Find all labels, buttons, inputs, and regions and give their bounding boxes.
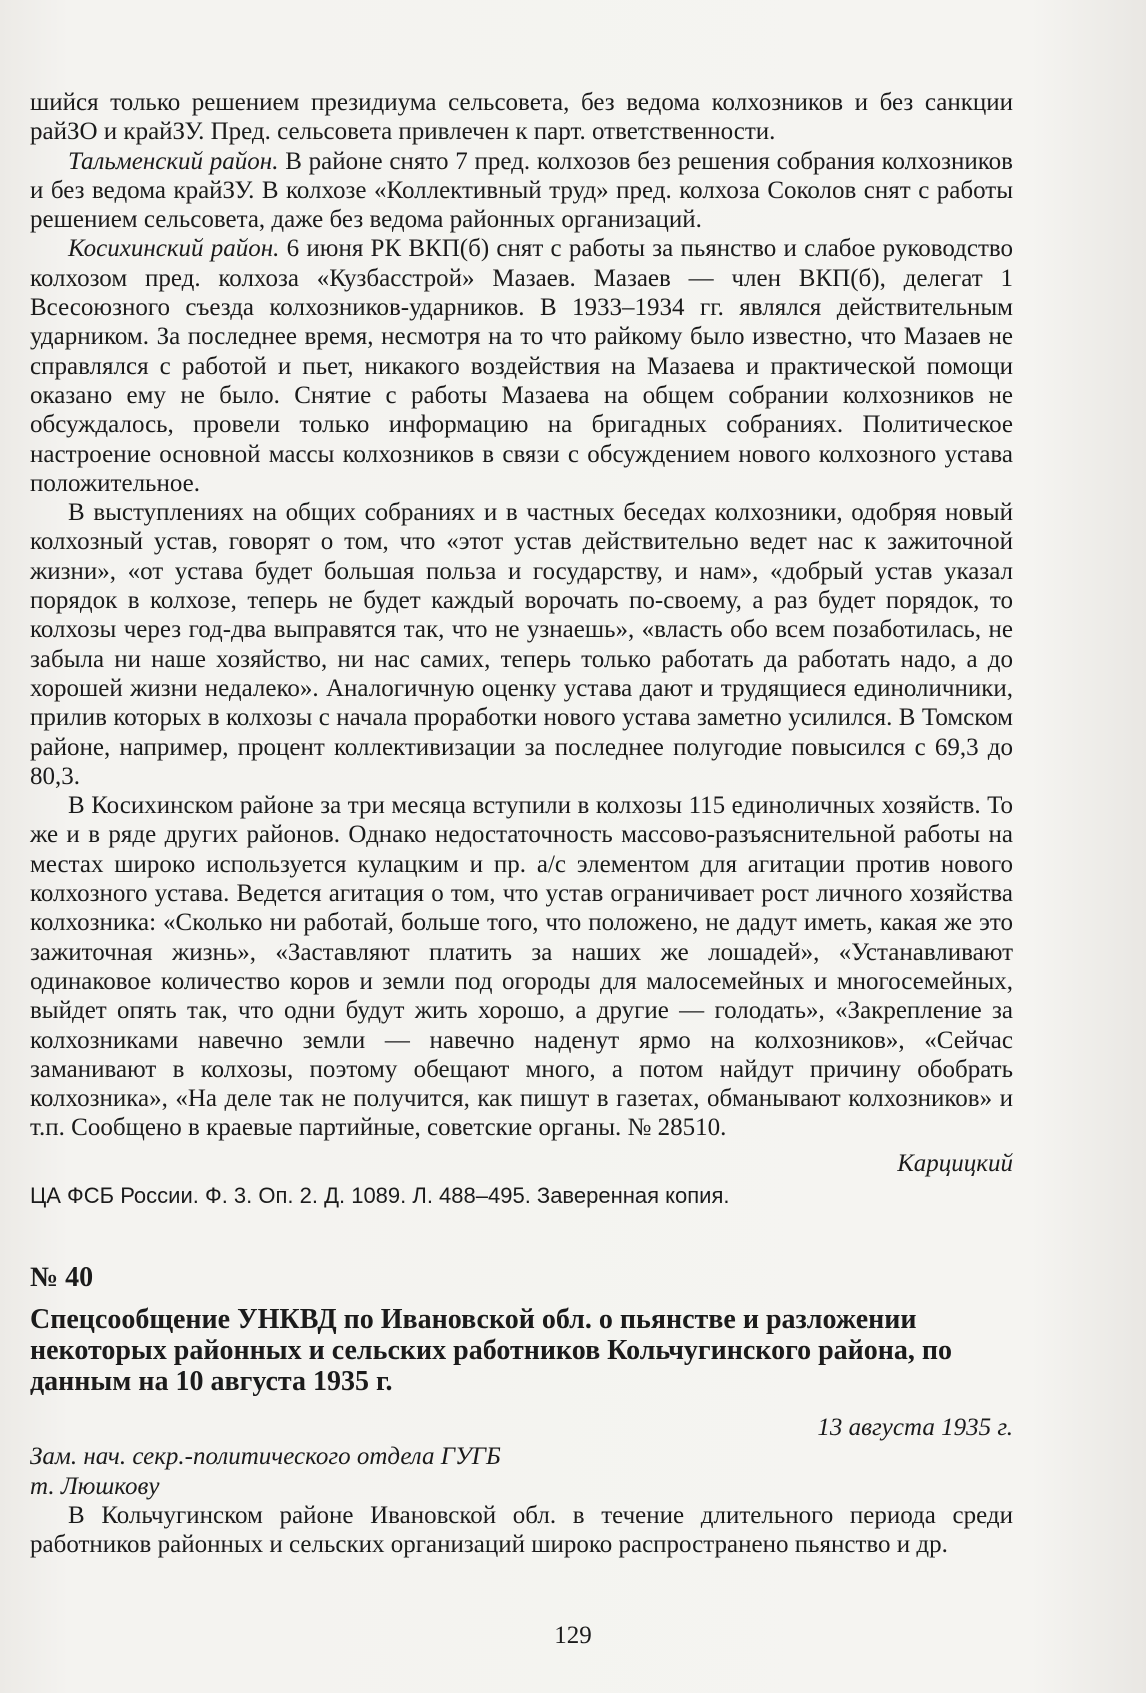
paragraph-text: В районе снято 7 пред. колхозов без решения собрания колхозников и без ведома крайЗУ. В колхозе «Коллективный труд» пред. колхоза Соколов снят с работы решением сельсовета, даже без ведома районных организаций. [30,147,1013,234]
paragraph-text: 6 июня РК ВКП(б) снят с работы за пьянство и слабое руководство колхозом пред. колхоза «Кузбасстрой» Мазаев. Мазаев — член ВКП(б), делегат 1 Всесоюзного съезда колхозников-ударников. В 1933–1934 гг. являлся действительным ударником. За последнее время, несмотря на то что райкому было известно, что Мазаев не справлялся с работой и пьет, никакого воздействия на Мазаева и практической помощи оказано ему не было. Снятие с работы Мазаева на общем собрании колхозников не обсуждалось, провели только информацию на бригадных собраниях. Политическое настроение основной массы колхозников в связи с обсуждением нового колхозного устава положительное. [30,235,1013,497]
closing-paragraph: В Кольчугинском районе Ивановской обл. в течение длительного периода среди работников районных и сельских организаций широко распространено пьянство и др. [30,1501,1013,1559]
archive-reference: ЦА ФСБ России. Ф. 3. Оп. 2. Д. 1089. Л. 488–495. Заверенная копия. [30,1182,730,1208]
paragraph-kosikhinsky [30,234,1013,498]
document-number: № 40 [30,1261,94,1293]
document-date: 13 августа 1935 г. [817,1413,1013,1441]
paragraph-continuation: шийся только решением президиума сельсовета, без ведома колхозников и без санкции райЗО и крайЗУ. Пред. сельсовета привлечен к парт. ответственности. [30,89,1013,146]
document-body [30,88,1013,1559]
paragraph-statements: В выступлениях на общих собраниях и в частных беседах колхозники, одобряя новый колхозный устав, говорят о том, что «этот устав действительно ведет нас к зажиточной жизни», «от устава будет большая польза и государству, и нам», «добрый устав указал порядок в колхозе, теперь не будет каждый ворочать по-своему, а раз будет порядок, то колхозы через год-два выправятся так, что не узнаешь», «власть обо всем позаботилась, не забыла ни наше хозяйство, ни нас самих, теперь только работать да работать надо, а до хорошей жизни недалеко». Аналогичную оценку устава дают и трудящиеся единоличники, прилив которых в колхозы с начала проработки нового устава заметно усилился. В Томском районе, например, процент коллективизации за последнее полугодие повысился с 69,3 до 80,3. [30,499,1013,790]
paragraph-agitation: В Косихинском районе за три месяца вступили в колхозы 115 единоличных хозяйств. То же и в ряде других районов. Однако недостаточность массово-разъяснительной работы на местах широко используется кулацким и пр. а/с элементом для агитации против нового колхозного устава. Ведется агитация о том, что устав ограничивает рост личного хозяйства колхозника: «Сколько ни работай, больше того, что положено, не дадут иметь, какая же это зажиточная жизнь», «Заставляют платить за наших же лошадей», «Устанавливают одинаковое количество коров и земли под огороды для малосемейных и многосемейных, выйдет опять так, что одни будут жить хорошо, а другие — голодать», «Закрепление за колхозниками навечно земли — навечно наденут ярмо на колхозников», «Сейчас заманивают в колхозы, поэтому обещают много, а потом найдут причину обобрать колхозника», «На деле так не получится, как пишут в газетах, обманывают колхозников» и т.п. Сообщено в краевые партийные, советские органы. № 28510. [30,792,1013,1142]
signature: Карцицкий [897,1149,1013,1177]
addressee-name: т. Люшкову [30,1472,160,1500]
district-heading: Тальменский район. [68,147,279,175]
document-title: Спецсообщение УНКВД по Ивановской обл. о пьянстве и разложении некоторых районных и сельских работников Кольчугинского района, по данным на 10 августа 1935 г. [30,1303,953,1397]
page-number: 129 [554,1622,592,1649]
paragraph-talmensky [30,147,1013,235]
addressee-position: Зам. нач. секр.-политического отдела ГУГБ [30,1443,501,1471]
district-heading: Косихинский район. [68,235,280,263]
